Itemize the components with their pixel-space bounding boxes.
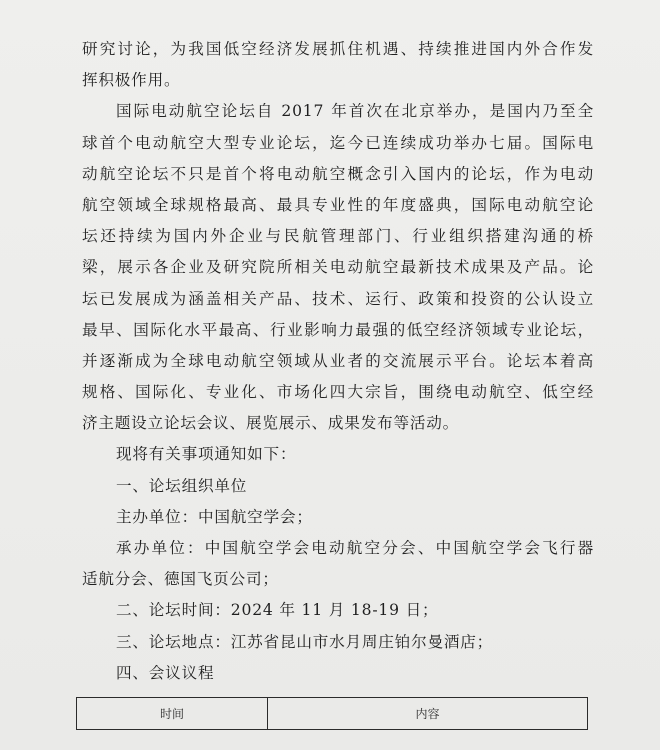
forum-location: 三、论坛地点：江苏省昆山市水月周庄铂尔曼酒店；: [116, 632, 494, 651]
paragraph-line: 国际电动航空论坛自 2017 年首次在北京举办，是国内乃至全: [116, 102, 594, 121]
paragraph-line: 球首个电动航空大型专业论坛，迄今已连续成功举办七届。国际电: [82, 133, 594, 152]
notice-intro: 现将有关事项通知如下：: [116, 445, 297, 464]
agenda-table: [76, 697, 588, 730]
agenda-table-header-content: 内容: [268, 698, 588, 730]
agenda-table-header-row: [77, 698, 588, 730]
agenda-heading: 四、会议议程: [116, 663, 215, 682]
paragraph-line: 研究讨论，为我国低空经济发展抓住机遇、持续推进国内外合作发: [82, 40, 594, 58]
organizer-unit-continued: 适航分会、德国飞页公司；: [82, 570, 279, 589]
paragraph-line: 航空领域全球规格最高、最具专业性的年度盛典，国际电动航空论: [82, 195, 594, 214]
paragraph-line: 坛还持续为国内外企业与民航管理部门、行业组织搭建沟通的桥: [82, 227, 594, 246]
paragraph-line: 规格、国际化、专业化、市场化四大宗旨，围绕电动航空、低空经: [82, 383, 594, 402]
paragraph-line: 最早、国际化水平最高、行业影响力最强的低空经济领域专业论坛，: [82, 320, 594, 339]
forum-time: 二、论坛时间：2024 年 11 月 18-19 日；: [116, 601, 439, 620]
paragraph-line: 并逐渐成为全球电动航空领域从业者的交流展示平台。论坛本着高: [82, 351, 594, 370]
organizer-unit: 承办单位：中国航空学会电动航空分会、中国航空学会飞行器: [116, 539, 594, 557]
host-unit: 主办单位：中国航空学会；: [116, 507, 313, 526]
agenda-table-header-time: 时间: [77, 698, 268, 730]
paragraph-line: 济主题设立论坛会议、展览展示、成果发布等活动。: [82, 414, 460, 433]
paragraph-line: 挥积极作用。: [82, 71, 181, 90]
paragraph-line: 梁，展示各企业及研究院所相关电动航空最新技术成果及产品。论: [82, 258, 594, 277]
paragraph-line: 动航空论坛不只是首个将电动航空概念引入国内的论坛，作为电动: [82, 164, 594, 183]
paragraph-line: 坛已发展成为涵盖相关产品、技术、运行、政策和投资的公认设立: [82, 289, 594, 308]
section-heading: 一、论坛组织单位: [116, 476, 248, 495]
document-body: [82, 34, 594, 689]
